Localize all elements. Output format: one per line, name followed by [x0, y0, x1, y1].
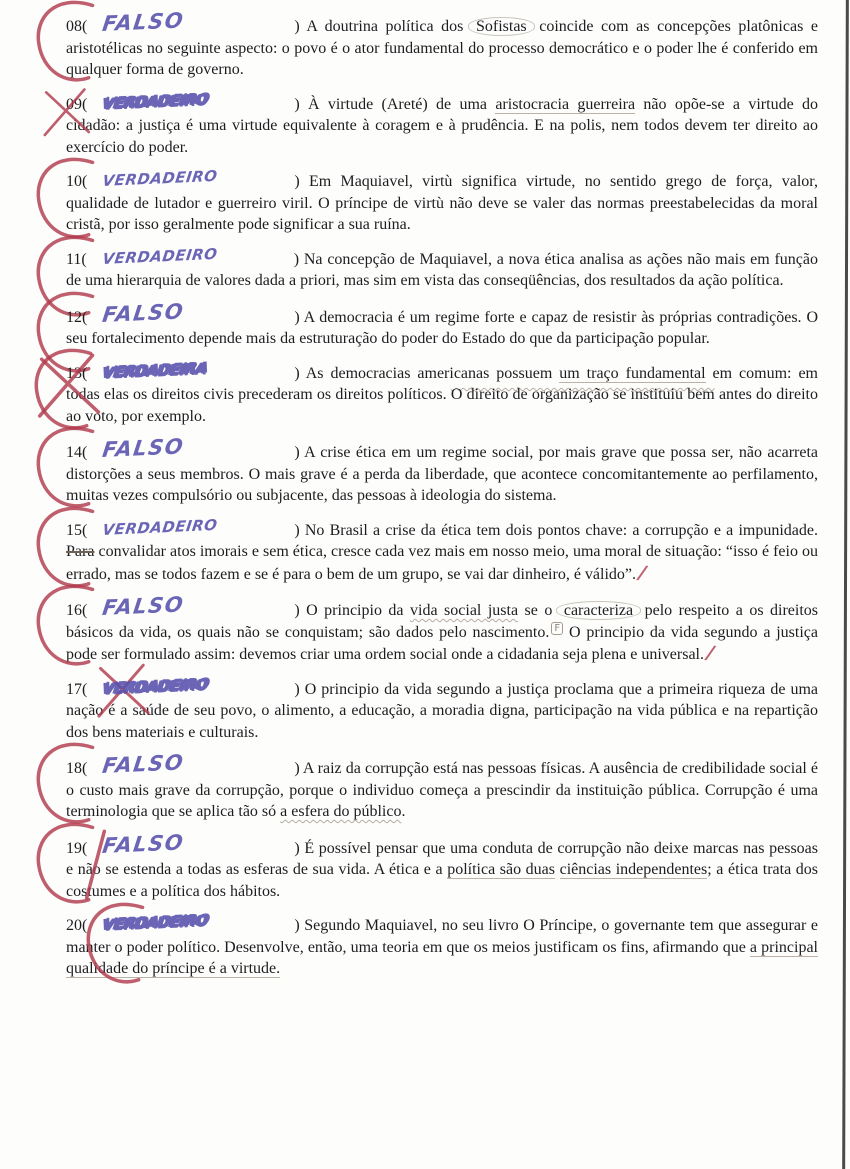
question-text: convalidar atos imorais e sem ética, cresce cada vez mais em nosso meio, uma moral de situação: “isso é feio ou errado, mas se todos fazem e se é para o bem de um grupo, se vai dar dinheiro, é válido”. [66, 543, 818, 583]
answer-close-paren: ) [294, 602, 307, 619]
handwritten-answer: VERDADEIRO [101, 89, 209, 113]
question-text: pelo respeito a os direitos básicos da vida, os quais não se conquistam; são dados pelo nascimento. [66, 602, 819, 641]
question-number: 16( [66, 602, 88, 619]
question-item [66, 298, 818, 350]
question-text: A democracia é um regime forte e capaz de resistir às próprias contradições. O seu fortalecimento depende mais da estruturação do poder do Estado do que da participação popular. [66, 308, 818, 347]
answer-slot [87, 674, 294, 701]
question-text-underline: a principal qualidade do príncipe é a virtude. [66, 938, 819, 977]
answer-close-paren: ) [294, 308, 304, 326]
answer-close-paren: ) [294, 364, 306, 382]
question-number: 09( [66, 95, 88, 113]
question-item [66, 750, 818, 823]
handwritten-answer: VERDADEIRO [101, 911, 209, 934]
question-item [66, 166, 818, 236]
question-item [66, 911, 819, 980]
answer-slot [87, 911, 294, 937]
questions-list [66, 8, 819, 993]
question-text: ; a ética trata dos costumes e a política dos hábitos. [66, 861, 819, 900]
handwritten-answer: FALSO [101, 829, 187, 858]
question-text-red-slash: / [637, 561, 648, 584]
answer-slot [87, 89, 294, 116]
question-item [66, 434, 818, 507]
handwritten-answer: FALSO [101, 750, 187, 779]
answer-slot [87, 298, 294, 329]
question-text: À virtude (Areté) de uma [307, 95, 496, 113]
question-text: No Brasil a crise da ética tem dois pontos chave: a corrupção e a impunidade. [304, 521, 819, 539]
question-text: Segundo Maquiavel, no seu livro O Príncipe, o governante tem que assegurar e manter o poder político. Desenvolve, então, uma teoria em que os meios justificam os fins, afirmando que [66, 917, 819, 956]
handwritten-answer: VERDADEIRA [101, 358, 208, 382]
answer-close-paren: ) [294, 521, 305, 539]
question-number: 18( [66, 760, 88, 777]
question-text-underline: política são duas [447, 861, 556, 878]
question-text-overwavy: O direito de organização se instituiu bem [450, 386, 715, 403]
question-item [66, 592, 819, 666]
question-item [66, 358, 818, 428]
handwritten-answer: FALSO [101, 298, 187, 327]
question-text: . [401, 803, 406, 820]
question-number: 19( [66, 839, 88, 857]
question-text-red-slash: / [705, 641, 716, 665]
question-item [66, 8, 818, 81]
answer-slot [87, 515, 294, 542]
answer-close-paren: ) [293, 250, 304, 268]
question-item [66, 674, 819, 744]
question-text: O principio da [306, 602, 411, 619]
handwritten-answer: FALSO [101, 8, 187, 37]
question-text [555, 861, 560, 878]
question-number: 10( [66, 173, 88, 190]
question-text: antes do direito ao voto, por exemplo. [66, 386, 818, 425]
question-text: O principio da vida segundo a justiça pode ser formulado assim: devemos criar uma ordem social onde a cidadania seja plena e universal. [66, 623, 818, 663]
answer-close-paren: ) [294, 917, 305, 934]
answer-slot [87, 358, 294, 385]
handwritten-answer: VERDADEIRO [101, 674, 209, 698]
handwritten-answer: VERDADEIRO [101, 244, 219, 268]
question-text: A doutrina política dos [306, 18, 471, 35]
handwritten-answer: VERDADEIRO [101, 166, 219, 190]
question-text: não opõe-se a virtude do cidadão: a justiça é uma virtude equivalente à coragem e à prudência. E na polis, nem todos devem ter direito ao exercício do poder. [66, 95, 819, 156]
question-text-wavy: vida social justa [410, 602, 519, 619]
answer-close-paren: ) [294, 18, 307, 35]
question-text-circle: Sofistas [468, 17, 535, 36]
answer-slot [87, 244, 294, 271]
answer-slot [87, 166, 294, 193]
question-text-circled-f: F [551, 622, 563, 635]
answer-slot [87, 592, 294, 622]
question-number: 17( [66, 680, 88, 698]
answer-slot [87, 8, 294, 38]
question-item [66, 244, 819, 292]
question-text: se o [518, 602, 559, 619]
question-text: A crise ética em um regime social, por mais grave que possa ser, não acarreta distorções a seus membros. O mais grave é a perda da liberdade, que acontece concomitantemente ao perfilamento, muitas vezes compulsório ou subjacente, das pessoas à ideologia do sistema. [66, 444, 818, 504]
question-number: 20( [66, 917, 88, 934]
question-text: Em Maquiavel, virtù significa virtude, no sentido grego de força, valor, qualidade de lutador e guerreiro viril. O príncipe de virtù não deve se valer das normas preestabelecidas da moral cristã, por isso geralmente pode significar a sua ruína. [66, 173, 818, 233]
question-text-strike: Para [66, 543, 95, 560]
question-text-wavy: a esfera do público [280, 803, 402, 820]
answer-close-paren: ) [294, 444, 305, 461]
question-number: 13( [66, 364, 88, 382]
answer-slot [87, 434, 294, 464]
question-number: 08( [66, 18, 88, 35]
question-number: 14( [66, 444, 88, 461]
handwritten-answer: FALSO [101, 592, 187, 621]
question-text: O principio da vida segundo a justiça proclama que a primeira riqueza de uma nação é a saúde de seu povo, o alimento, a educação, a moradia digna, participação na vida pública e na repartição dos bens materiais e culturais. [66, 680, 819, 741]
handwritten-answer: VERDADEIRO [101, 515, 219, 539]
question-text-underline: aristocracia guerreira [495, 95, 636, 113]
question-text-circle: caracteriza [556, 601, 641, 620]
question-number: 11( [66, 250, 87, 268]
question-text-underline: um traço fundamental [559, 364, 706, 382]
question-text: em comum: em todas elas os direitos civis precederam os direitos políticos. [66, 364, 818, 403]
question-text: Na concepção de Maquiavel, a nova ética analisa as ações não mais em função de uma hierarquia de valores dada a priori, mas sim em vista das conseqüências, dos resultados da ação política. [66, 250, 819, 289]
question-text: A raiz da corrupção está nas pessoas físicas. A ausência de credibilidade social é o custo mais grave da corrupção, porque o individuo começa a prescindir da instituição pública. Corrupção é uma terminologia que se aplica tão só [66, 760, 818, 820]
answer-close-paren: ) [294, 760, 303, 777]
question-text-underline: ciências independentes [559, 861, 708, 878]
scan-edge-artifact [842, 0, 849, 1169]
answer-close-paren: ) [294, 680, 305, 698]
question-text: coincide com as concepções platônicas e aristotélicas no seguinte aspecto: o povo é o ator fundamental do processo democrático e o poder lhe é conferido em qualquer forma de governo. [66, 18, 818, 78]
question-text: É possível pensar que uma conduta de corrupção não deixe marcas nas pessoas e não se estenda a todas as esferas de sua vida. A ética e a [66, 839, 818, 878]
answer-close-paren: ) [294, 839, 305, 857]
handwritten-answer: FALSO [101, 434, 187, 463]
answer-close-paren: ) [294, 173, 309, 190]
answer-slot [87, 750, 294, 780]
question-item [66, 829, 819, 903]
question-number: 15( [66, 521, 88, 539]
answer-slot [87, 829, 294, 860]
question-item [66, 89, 819, 159]
answer-close-paren: ) [294, 95, 308, 113]
question-item [66, 515, 819, 586]
question-number: 12( [66, 308, 88, 326]
question-text: As democracias americanas possuem [305, 364, 560, 382]
